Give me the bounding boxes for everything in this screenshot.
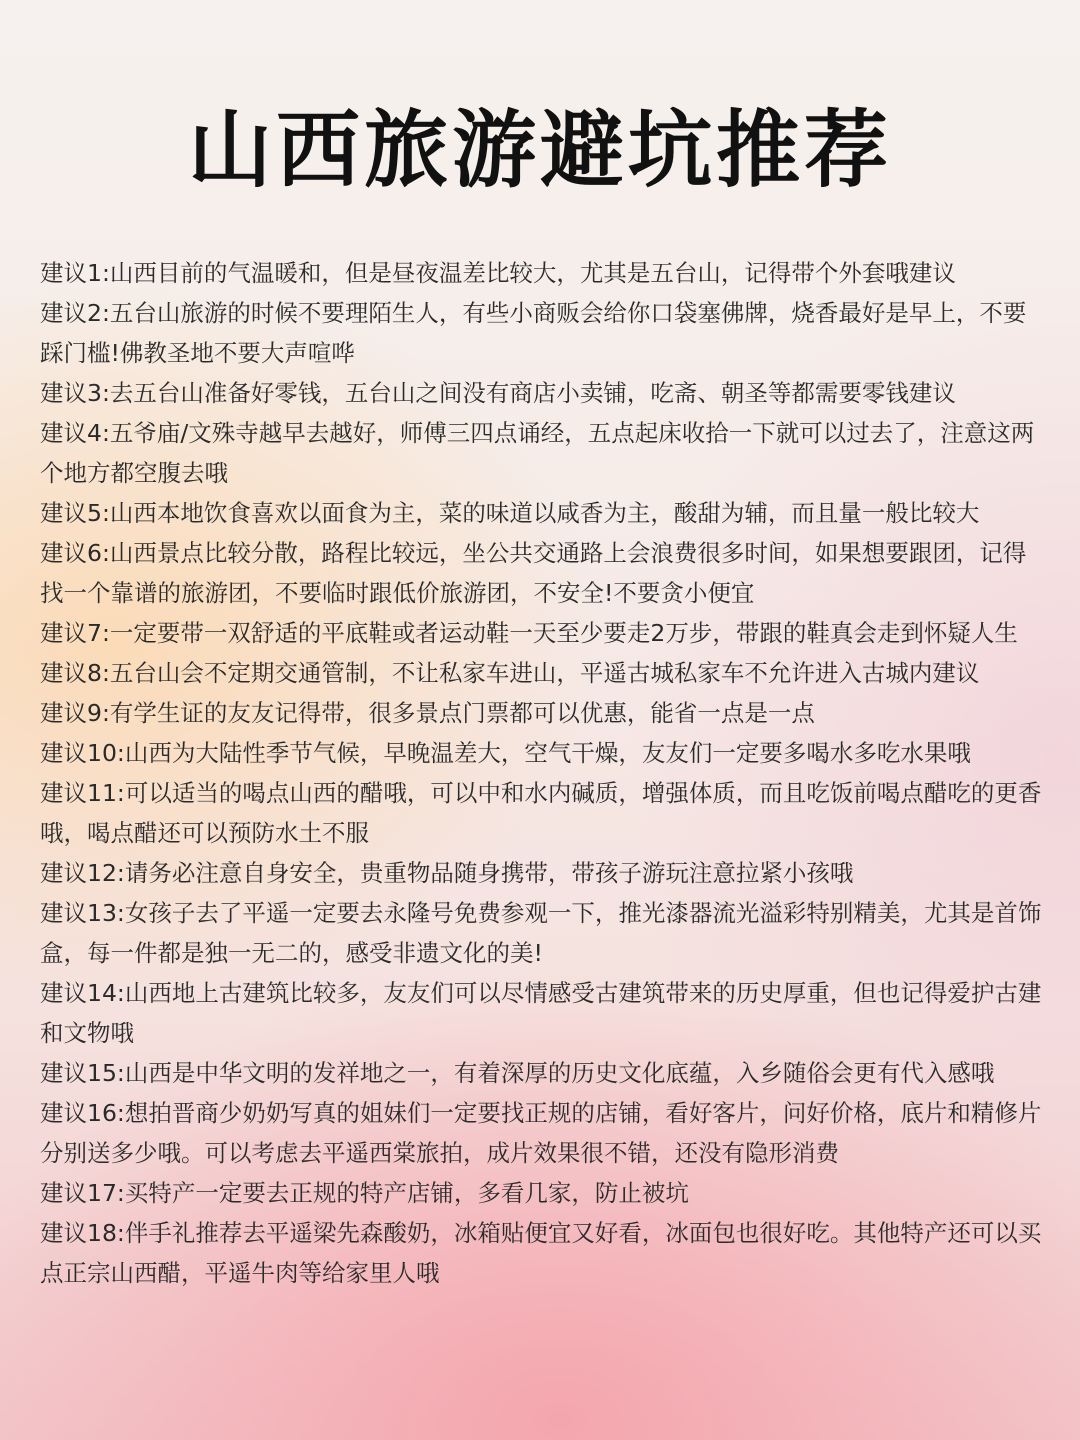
tip-item: 建议3:去五台山准备好零钱，五台山之间没有商店小卖铺，吃斋、朝圣等都需要零钱建议	[40, 379, 956, 407]
tip-item: 建议4:五爷庙/文殊寺越早去越好，师傅三四点诵经，五点起床收拾一下就可以过去了，注意这两个地方都空腹去哦	[40, 419, 1035, 487]
tip-item: 建议8:五台山会不定期交通管制，不让私家车进山，平遥古城私家车不允许进入古城内建议	[40, 659, 980, 687]
tip-item: 建议10:山西为大陆性季节气候，早晚温差大，空气干燥，友友们一定要多喝水多吃水果哦	[40, 739, 971, 767]
tip-item: 建议17:买特产一定要去正规的特产店铺，多看几家，防止被坑	[40, 1179, 689, 1207]
tip-item: 建议7:一定要带一双舒适的平底鞋或者运动鞋一天至少要走2万步，带跟的鞋真会走到怀疑人生	[40, 619, 1018, 647]
tip-item: 建议11:可以适当的喝点山西的醋哦，可以中和水内碱质，增强体质，而且吃饭前喝点醋吃的更香哦，喝点醋还可以预防水土不服	[40, 779, 1042, 847]
tip-item: 建议18:伴手礼推荐去平遥梁先森酸奶，冰箱贴便宜又好看，冰面包也很好吃。其他特产还可以买点正宗山西醋，平遥牛肉等给家里人哦	[40, 1219, 1042, 1287]
tip-item: 建议9:有学生证的友友记得带，很多景点门票都可以优惠，能省一点是一点	[40, 699, 815, 727]
tips-list	[40, 253, 1045, 1293]
page-title: 山西旅游避坑推荐	[187, 101, 892, 199]
tip-item: 建议1:山西目前的气温暖和，但是昼夜温差比较大，尤其是五台山，记得带个外套哦建议	[40, 259, 956, 287]
tip-item: 建议16:想拍晋商少奶奶写真的姐妹们一定要找正规的店铺，看好客片，问好价格，底片和精修片分别送多少哦。可以考虑去平遥西棠旅拍，成片效果很不错，还没有隐形消费	[40, 1099, 1042, 1167]
tip-item: 建议12:请务必注意自身安全，贵重物品随身携带，带孩子游玩注意拉紧小孩哦	[40, 859, 854, 887]
tip-item: 建议2:五台山旅游的时候不要理陌生人，有些小商贩会给你口袋塞佛牌，烧香最好是早上，不要踩门槛!佛教圣地不要大声喧哗	[40, 299, 1027, 367]
tip-item: 建议5:山西本地饮食喜欢以面食为主，菜的味道以咸香为主，酸甜为辅，而且量一般比较大	[40, 499, 980, 527]
tip-item: 建议13:女孩子去了平遥一定要去永隆号免费参观一下，推光漆器流光溢彩特别精美，尤其是首饰盒，每一件都是独一无二的，感受非遗文化的美!	[40, 899, 1042, 967]
tip-item: 建议14:山西地上古建筑比较多，友友们可以尽情感受古建筑带来的历史厚重，但也记得爱护古建和文物哦	[40, 979, 1042, 1047]
tip-item: 建议15:山西是中华文明的发祥地之一，有着深厚的历史文化底蕴，入乡随俗会更有代入感哦	[40, 1059, 995, 1087]
tip-item: 建议6:山西景点比较分散，路程比较远，坐公共交通路上会浪费很多时间，如果想要跟团，记得找一个靠谱的旅游团，不要临时跟低价旅游团，不安全!不要贪小便宜	[40, 539, 1027, 607]
